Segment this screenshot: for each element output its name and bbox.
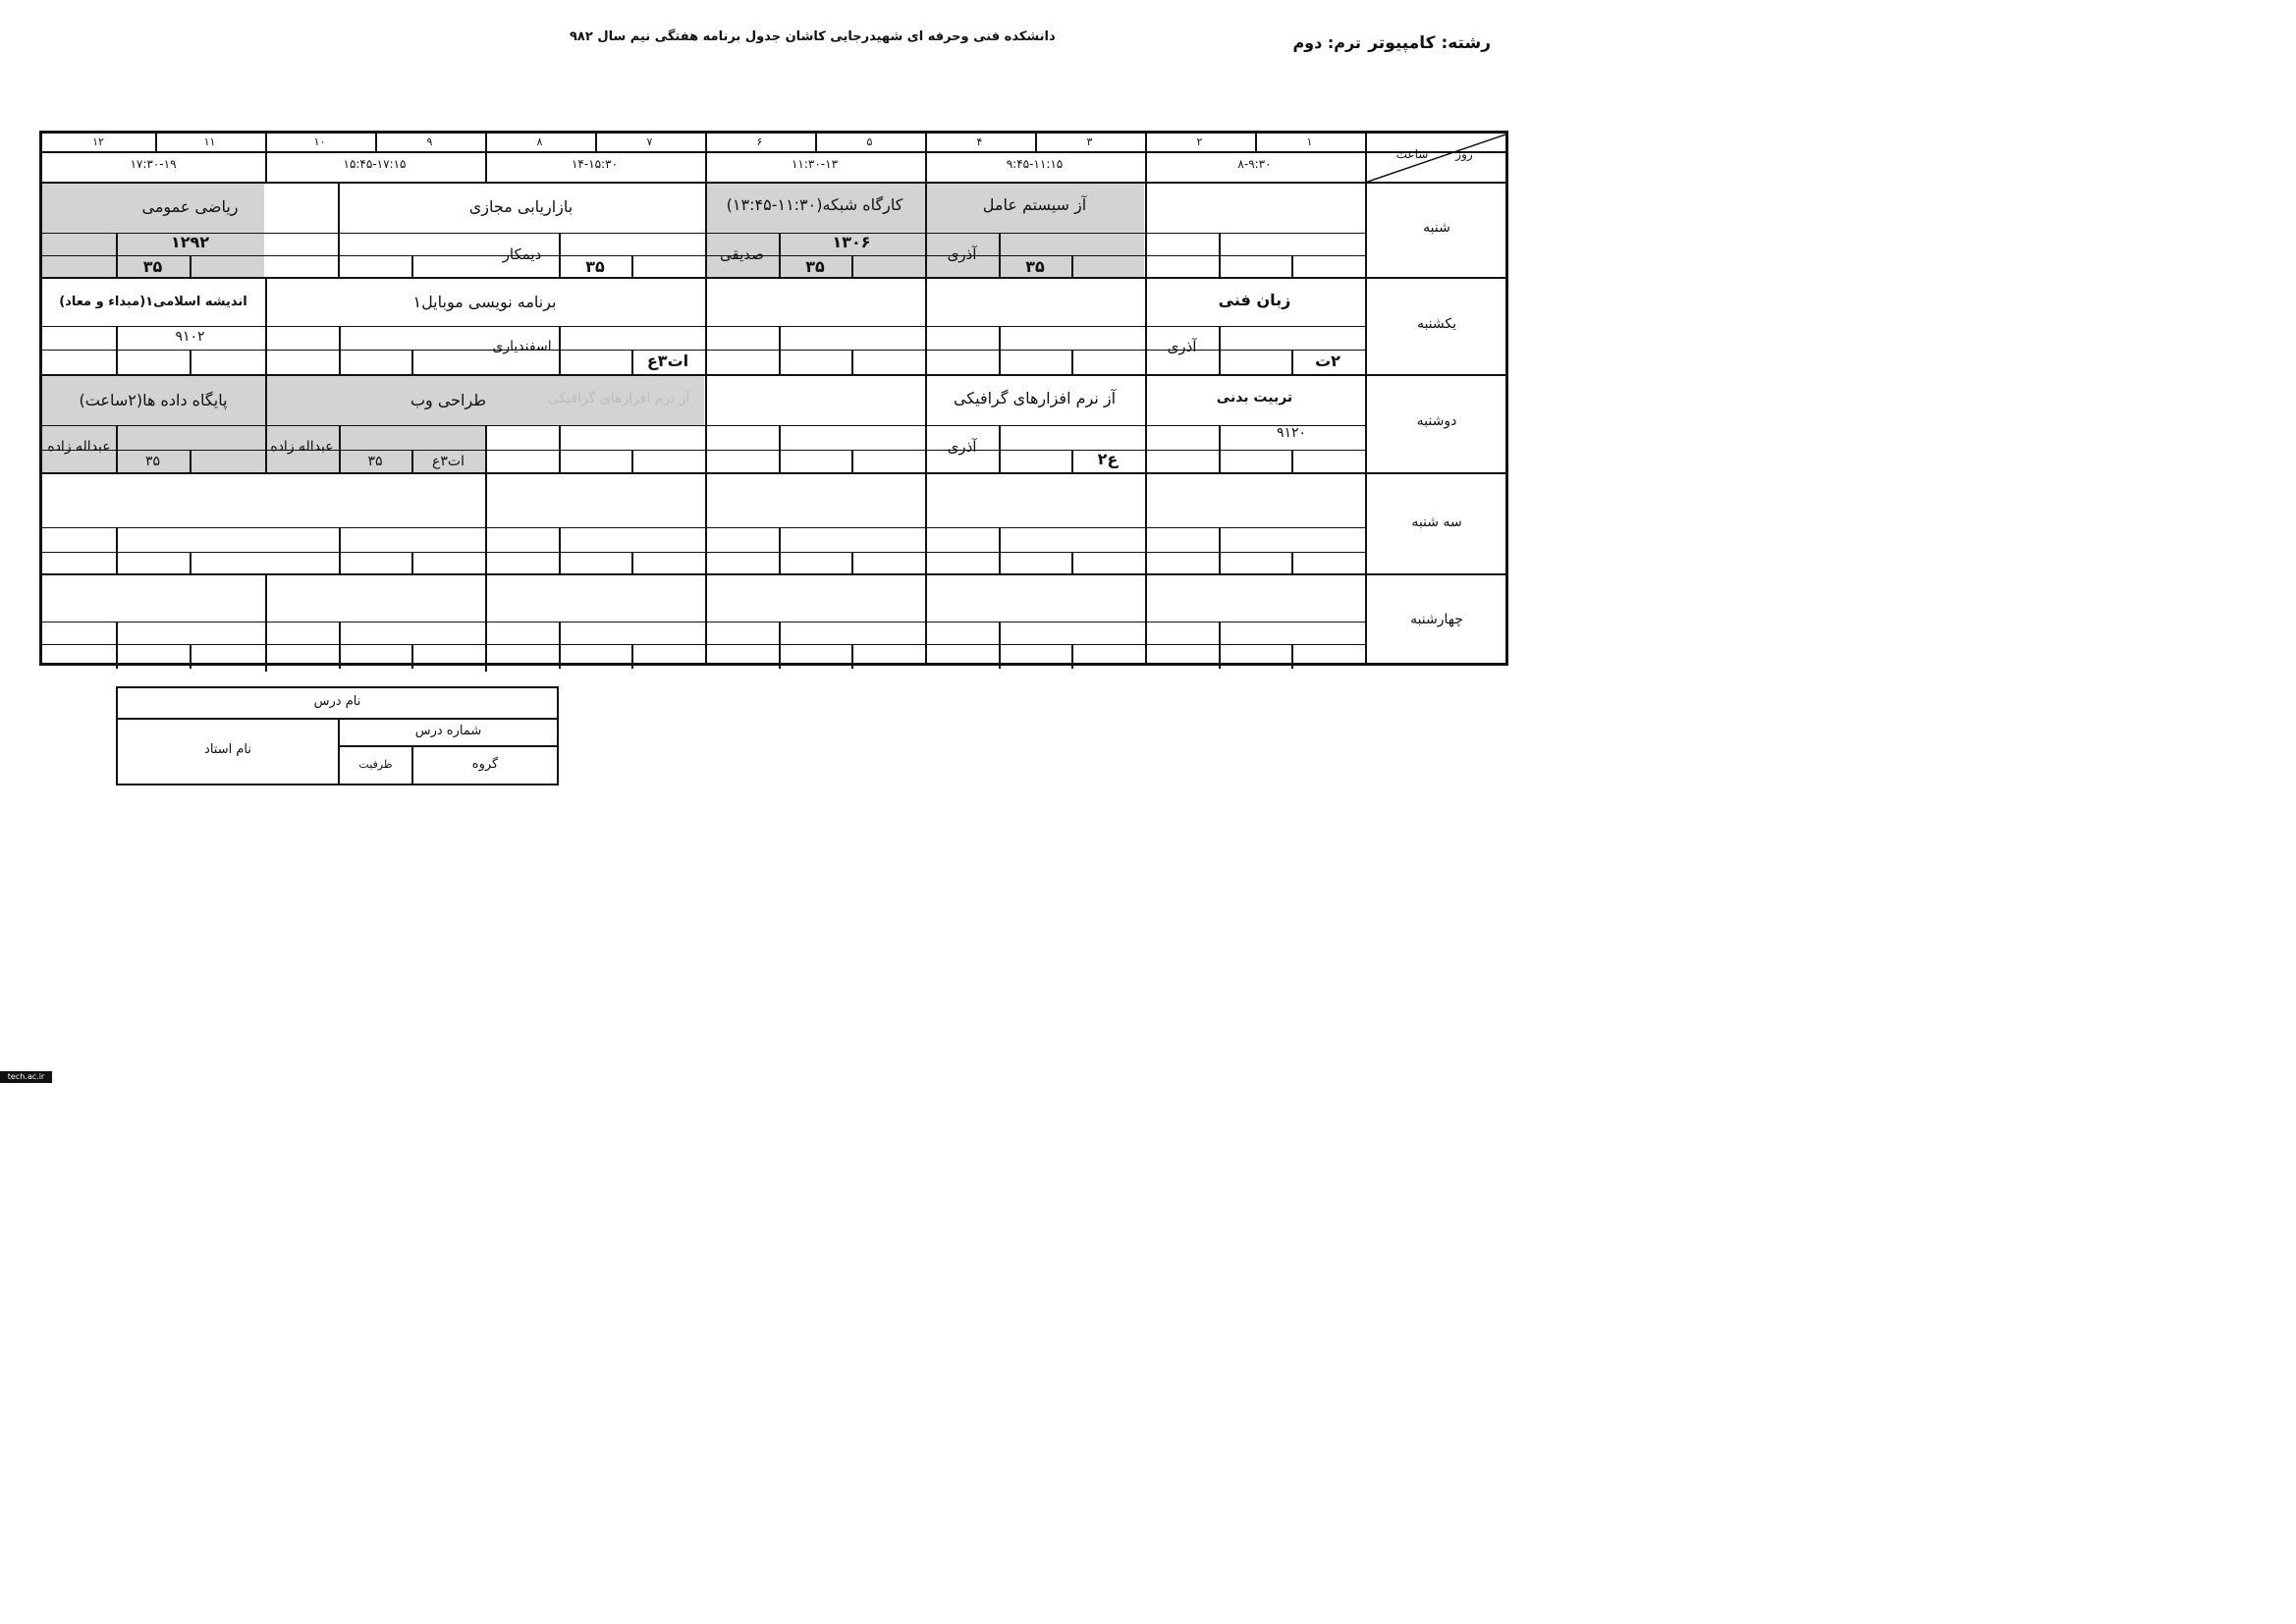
field-label: رشته: کامپیوتر	[1368, 33, 1491, 53]
cell-split	[559, 527, 561, 573]
col-line-sat-marketing	[338, 182, 340, 277]
cell-split	[190, 644, 191, 669]
cell-split	[190, 450, 191, 472]
time-range-3: ۱۱:۳۰-۱۳	[791, 157, 839, 171]
cell-split	[999, 527, 1001, 573]
cell-line	[42, 326, 1365, 327]
course-marketing: بازاریابی مجازی	[468, 197, 574, 216]
teacher-os-lab: آذری	[947, 245, 977, 263]
group-mobile-programming: ات۳ع	[646, 352, 689, 370]
footer-badge: tech.ac.ir	[0, 1071, 52, 1083]
cell-line	[42, 233, 1365, 234]
teacher-mobile-programming: اسفندیاری	[492, 339, 552, 354]
cell-split	[411, 450, 413, 472]
cell-split	[999, 425, 1001, 472]
capacity-marketing: ۳۵	[585, 257, 605, 276]
cell-split	[1071, 255, 1073, 277]
cell-line	[42, 552, 1365, 553]
row-line-tue-wed	[42, 573, 1505, 575]
cell-split	[631, 350, 633, 374]
cell-split	[1219, 326, 1221, 374]
slot-number-9: ۹	[426, 135, 433, 148]
teacher-marketing: دیمکار	[502, 245, 542, 263]
cell-split	[339, 326, 341, 374]
cell-split	[116, 326, 118, 374]
legend-box	[116, 686, 559, 785]
cell-split	[1071, 644, 1073, 669]
cell-split	[116, 233, 118, 277]
cell-split	[851, 552, 853, 573]
cell-split	[999, 326, 1001, 374]
cell-split	[1219, 425, 1221, 472]
time-range-5: ۱۵:۴۵-۱۷:۱۵	[343, 157, 407, 171]
col-line-mon-web	[265, 374, 267, 472]
slot-number-3: ۳	[1086, 135, 1093, 148]
slot-split	[815, 134, 817, 151]
slot-split	[375, 134, 377, 151]
teacher-web-design: عبداله زاده	[270, 439, 334, 455]
day-tuesday: سه شنبه	[1411, 514, 1462, 530]
corner-day-label: روز	[1455, 147, 1473, 161]
col-line-tue-block4	[485, 472, 487, 672]
group-graphics-lab: ع۲	[1097, 450, 1119, 468]
code-network-lab: ۱۳۰۶	[832, 233, 871, 251]
cell-split	[559, 425, 561, 472]
cell-split	[190, 350, 191, 374]
slot-number-1: ۱	[1306, 135, 1313, 148]
col-line-block-4-header	[485, 134, 487, 182]
legend-teacher-name: نام استاد	[204, 742, 251, 757]
cell-split	[631, 450, 633, 472]
cell-split	[411, 255, 413, 277]
cell-split	[779, 425, 781, 472]
cell-split	[559, 326, 561, 374]
course-graphics-lab: آز نرم افزارهای گرافیکی	[953, 389, 1117, 407]
cell-split	[1219, 527, 1221, 573]
capacity-os-lab: ۳۵	[1025, 257, 1045, 276]
cell-split	[411, 644, 413, 669]
row-line-mon-tue	[42, 472, 1505, 474]
day-monday: دوشنبه	[1416, 413, 1457, 429]
page-title: دانشکده فنی وحرفه ای شهیدرجایی کاشان جدول برنامه هفتگی نیم سال ۹۸۲	[570, 29, 1056, 44]
time-range-1: ۸-۹:۳۰	[1237, 157, 1272, 171]
row-line-sat-sun	[42, 277, 1505, 279]
cell-split	[1291, 450, 1293, 472]
col-line-day	[1365, 134, 1367, 663]
cell-split	[1291, 552, 1293, 573]
teacher-network-lab: صدیقی	[720, 245, 764, 263]
slot-split	[1035, 134, 1037, 151]
cell-line	[42, 644, 1365, 645]
teacher-database: عبداله زاده	[47, 439, 111, 455]
col-line-mon-web-right	[485, 425, 487, 472]
row-line-header-bottom	[42, 182, 1505, 184]
group-web-design: ات۳ع	[432, 454, 465, 469]
row-line-header	[42, 151, 1505, 153]
cell-split	[779, 326, 781, 374]
cell-split	[559, 233, 561, 277]
course-database: پایگاه داده ها(۲ساعت)	[79, 391, 228, 409]
slot-number-11: ۱۱	[203, 135, 216, 148]
group-technical-english: ۲ت	[1315, 352, 1340, 370]
cell-split	[999, 622, 1001, 669]
code-physical-education: ۹۱۲۰	[1276, 425, 1307, 441]
cell-line	[42, 350, 1365, 351]
cell-split	[339, 527, 341, 573]
course-mobile-programming: برنامه نویسی موبایل۱	[412, 293, 557, 311]
cell-split	[851, 350, 853, 374]
slot-split	[155, 134, 157, 151]
cell-split	[1291, 350, 1293, 374]
cell-line	[42, 450, 1365, 451]
cell-split	[1219, 622, 1221, 669]
col-line-block-2	[925, 134, 927, 663]
teacher-graphics-lab: آذری	[947, 438, 977, 456]
time-range-4: ۱۴-۱۵:۳۰	[571, 157, 619, 171]
legend-capacity: ظرفیت	[358, 758, 393, 771]
slot-number-8: ۸	[536, 135, 543, 148]
cell-split	[116, 527, 118, 573]
day-wednesday: چهارشنبه	[1410, 612, 1463, 627]
day-sunday: یکشنبه	[1416, 316, 1457, 332]
cell-split	[1071, 450, 1073, 472]
course-math: ریاضی عمومی	[141, 197, 239, 216]
slot-number-7: ۷	[646, 135, 653, 148]
cell-split	[851, 255, 853, 277]
cell-split	[559, 622, 561, 669]
cell-split	[339, 425, 341, 472]
cell-split	[411, 552, 413, 573]
row-line-sun-mon	[42, 374, 1505, 376]
cell-split	[779, 233, 781, 277]
cell-split	[851, 644, 853, 669]
capacity-web-design: ۳۵	[367, 454, 383, 469]
slot-number-10: ۱۰	[313, 135, 326, 148]
course-network-lab: کارگاه شبکه(۱۱:۳۰-۱۳:۴۵)	[726, 195, 903, 214]
time-range-6: ۱۷:۳۰-۱۹	[130, 157, 177, 171]
capacity-network-lab: ۳۵	[805, 257, 825, 276]
col-line-block-1	[1145, 134, 1147, 663]
slot-number-2: ۲	[1196, 135, 1203, 148]
legend-group: گروه	[471, 757, 499, 772]
col-line-block-3	[705, 134, 707, 663]
cell-split	[779, 527, 781, 573]
code-islamic-thought: ۹۱۰۲	[175, 329, 205, 345]
cell-split	[779, 622, 781, 669]
slot-number-4: ۴	[976, 135, 983, 148]
cell-split	[339, 622, 341, 669]
course-technical-english: زبان فنی	[1218, 291, 1291, 309]
day-saturday: شنبه	[1423, 220, 1450, 236]
teacher-technical-english: آذری	[1167, 338, 1197, 355]
corner-diagonal	[1365, 134, 1508, 183]
course-islamic-thought: اندیشه اسلامی۱(مبداء و معاد)	[59, 295, 247, 309]
term-label: ترم: دوم	[1292, 33, 1361, 52]
cell-split	[1071, 350, 1073, 374]
course-physical-education: تربیت بدنی	[1216, 390, 1293, 406]
capacity-database: ۳۵	[144, 454, 161, 469]
col-line-block-5-header	[265, 134, 267, 182]
cell-split	[411, 350, 413, 374]
cell-split	[631, 552, 633, 573]
slot-number-5: ۵	[866, 135, 873, 148]
slot-split	[1255, 134, 1257, 151]
cell-split	[116, 425, 118, 472]
cell-split	[1291, 644, 1293, 669]
cell-line	[42, 255, 1365, 256]
cell-split	[1291, 255, 1293, 277]
cell-split	[116, 622, 118, 669]
course-web-design: طراحی وب	[410, 391, 487, 409]
code-math: ۱۲۹۲	[170, 233, 210, 251]
cell-split	[1071, 552, 1073, 573]
cell-split	[1219, 233, 1221, 277]
cell-split	[999, 233, 1001, 277]
col-line-wed-block5	[265, 573, 267, 672]
slot-split	[595, 134, 597, 151]
legend-course-name: نام درس	[313, 694, 361, 709]
slot-number-6: ۶	[756, 135, 763, 148]
time-range-2: ۹:۴۵-۱۱:۱۵	[1006, 157, 1064, 171]
cell-split	[631, 255, 633, 277]
cell-split	[190, 552, 191, 573]
cell-line	[42, 527, 1365, 528]
schedule-table	[39, 131, 1508, 666]
cell-line	[42, 425, 1365, 426]
slot-number-12: ۱۲	[92, 135, 104, 148]
course-os-lab: آز سیستم عامل	[982, 195, 1087, 214]
corner-time-label: ساعت	[1395, 147, 1429, 161]
cell-split	[190, 255, 191, 277]
faded-graphics-note: آز نرم افزارهای گرافیکی	[547, 391, 690, 406]
cell-split	[631, 644, 633, 669]
cell-split	[851, 450, 853, 472]
capacity-math: ۳۵	[142, 257, 163, 276]
legend-course-number: شماره درس	[414, 724, 482, 738]
cell-line	[42, 622, 1365, 623]
